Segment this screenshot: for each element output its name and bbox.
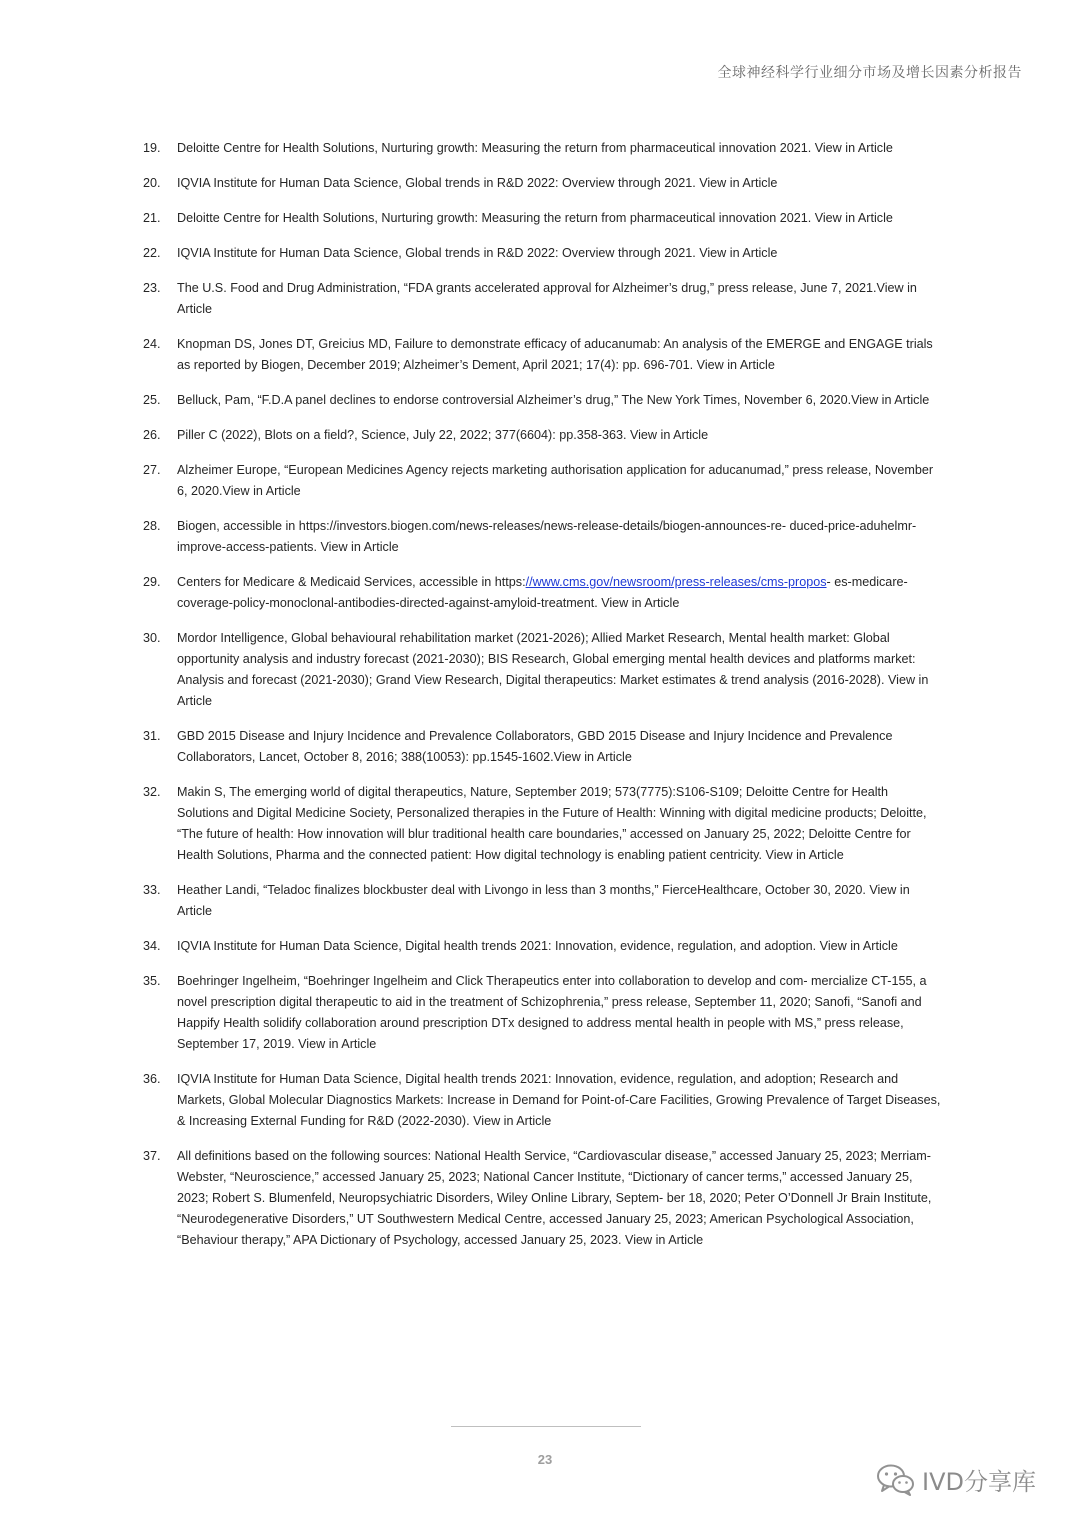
reference-number: 19. — [143, 141, 161, 155]
reference-number: 25. — [143, 393, 161, 407]
reference-text: Deloitte Centre for Health Solutions, Nurturing growth: Measuring the return from pharmaceutical innovation 2021. View in Article — [177, 141, 893, 155]
page-header-title: 全球神经科学行业细分市场及增长因素分析报告 — [717, 65, 1022, 81]
reference-number: 35. — [143, 974, 161, 988]
watermark-label: IVD分享库 — [922, 1468, 1036, 1496]
reference-text: Mordor Intelligence, Global behavioural rehabilitation market (2021-2026); Allied Market Research, Mental health market: Global opportunity analysis and industry forecast (2021-2030); BIS Research, Global emerging mental health devices and platforms market: Analysis and forecast (2021-2030); Grand View Research, Digital therapeutics: Market estimates & trend analysis (2016-2028). View in Article — [177, 631, 929, 708]
reference-text: IQVIA Institute for Human Data Science, Digital health trends 2021: Innovation, evidence, regulation, and adoption; Research and Markets, Global Molecular Diagnostics Markets: Increase in Demand for Point-of-Care Facilities, Growing Prevalence of Target Diseases, & Increasing External Funding for R&D (2022-2030). View in Article — [177, 1072, 941, 1128]
reference-number: 21. — [143, 211, 161, 225]
reference-number: 27. — [143, 463, 161, 477]
reference-list — [143, 138, 943, 1265]
reference-item — [143, 1069, 943, 1132]
reference-text-after-link: - es-medicare-coverage-policy-monoclonal-antibodies-directed-against-amyloid-treatment. View in Article — [177, 575, 908, 610]
reference-number: 20. — [143, 176, 161, 190]
reference-number: 28. — [143, 519, 161, 533]
reference-text: IQVIA Institute for Human Data Science, Global trends in R&D 2022: Overview through 2021. View in Article — [177, 246, 778, 260]
reference-item — [143, 243, 943, 264]
reference-text: IQVIA Institute for Human Data Science, Digital health trends 2021: Innovation, evidence, regulation, and adoption. View in Article — [177, 939, 898, 953]
reference-item — [143, 936, 943, 957]
reference-item — [143, 782, 943, 866]
reference-item — [143, 278, 943, 320]
reference-item — [143, 208, 943, 229]
reference-text: Piller C (2022), Blots on a field?, Science, July 22, 2022; 377(6604): pp.358-363. View in Article — [177, 428, 709, 442]
reference-item — [143, 460, 943, 502]
reference-number: 37. — [143, 1149, 161, 1163]
footer-divider — [451, 1426, 641, 1427]
reference-text: The U.S. Food and Drug Administration, “FDA grants accelerated approval for Alzheimer’s drug,” press release, June 7, 2021.View in Article — [177, 281, 917, 316]
reference-number: 34. — [143, 939, 161, 953]
reference-number: 22. — [143, 246, 161, 260]
reference-number: 29. — [143, 575, 161, 589]
reference-text: All definitions based on the following sources: National Health Service, “Cardiovascular disease,” accessed January 25, 2023; Merriam-Webster, “Neuroscience,” accessed January 25, 2023; National Cancer Institute, “Dictionary of cancer terms,” accessed January 25, 2023; Robert S. Blumenfeld, Neuropsychiatric Disorders, Wiley Online Library, Septem- ber 18, 2020; Peter O’Donnell Jr Brain Institute, “Neurodegenerative Disorders,” UT Southwestern Medical Centre, accessed January 25, 2023; American Psychological Association, “Behaviour therapy,” APA Dictionary of Psychology, accessed January 25, 2023. View in Article — [177, 1149, 932, 1247]
reference-text: Heather Landi, “Teladoc finalizes blockbuster deal with Livongo in less than 3 months,” FierceHealthcare, October 30, 2020. View in Article — [177, 883, 910, 918]
reference-number: 24. — [143, 337, 161, 351]
reference-number: 26. — [143, 428, 161, 442]
reference-text: Makin S, The emerging world of digital therapeutics, Nature, September 2019; 573(7775):S106-S109; Deloitte Centre for Health Solutions and Digital Medicine Society, Personalized therapies in the Future of Health: Winning with digital medicine products; Deloitte, “The future of health: How innovation will blur traditional health care boundaries,” accessed on January 25, 2022; Deloitte Centre for Health Solutions, Pharma and the connected patient: How digital technology is enabling patient centricity. View in Article — [177, 785, 927, 862]
reference-text: GBD 2015 Disease and Injury Incidence and Prevalence Collaborators, GBD 2015 Disease and Injury Incidence and Prevalence Collaborators, Lancet, October 8, 2016; 388(10053): pp.1545-1602.View in Article — [177, 729, 893, 764]
page-number: 23 — [537, 1452, 553, 1467]
reference-number: 36. — [143, 1072, 161, 1086]
reference-item — [143, 628, 943, 712]
reference-number: 31. — [143, 729, 161, 743]
reference-item — [143, 726, 943, 768]
reference-number: 33. — [143, 883, 161, 897]
reference-text: Knopman DS, Jones DT, Greicius MD, Failure to demonstrate efficacy of aducanumab: An analysis of the EMERGE and ENGAGE trials as reported by Biogen, December 2019; Alzheimer’s Dement, April 2021; 17(4): pp. 696-701. View in Article — [177, 337, 933, 372]
reference-item — [143, 1146, 943, 1251]
cms-newsroom-link[interactable]: //www.cms.gov/newsroom/press-releases/cms-propos — [525, 575, 827, 589]
reference-item — [143, 173, 943, 194]
reference-text: Boehringer Ingelheim, “Boehringer Ingelheim and Click Therapeutics enter into collaboration to develop and com- mercialize CT-155, a novel prescription digital therapeutic to aid in the treatment of Schizophrenia,” press release, September 11, 2020; Sanofi, “Sanofi and Happify Health solidify collaboration around prescription DTx designed to address mental health in people with MS,” press release, September 17, 2019. View in Article — [177, 974, 927, 1051]
reference-item — [143, 572, 943, 614]
reference-text: Biogen, accessible in https://investors.biogen.com/news-releases/news-release-details/biogen-announces-re- duced-price-aduhelmr-improve-access-patients. View in Article — [177, 519, 917, 554]
reference-number: 30. — [143, 631, 161, 645]
reference-number: 32. — [143, 785, 161, 799]
reference-text: Belluck, Pam, “F.D.A panel declines to endorse controversial Alzheimer’s drug,” The New York Times, November 6, 2020.View in Article — [177, 393, 930, 407]
watermark — [876, 1462, 1036, 1497]
reference-text — [177, 575, 908, 610]
reference-item — [143, 425, 943, 446]
reference-text: IQVIA Institute for Human Data Science, Global trends in R&D 2022: Overview through 2021. View in Article — [177, 176, 778, 190]
reference-text: Deloitte Centre for Health Solutions, Nurturing growth: Measuring the return from pharmaceutical innovation 2021. View in Article — [177, 211, 893, 225]
reference-item — [143, 390, 943, 411]
reference-text: Alzheimer Europe, “European Medicines Agency rejects marketing authorisation application for aducanumad,” press release, November 6, 2020.View in Article — [177, 463, 934, 498]
reference-number: 23. — [143, 281, 161, 295]
reference-item — [143, 971, 943, 1055]
reference-text-before-link: Centers for Medicare & Medicaid Services, accessible in https: — [177, 575, 526, 589]
reference-item — [143, 138, 943, 159]
wechat-icon — [876, 1463, 916, 1497]
reference-item — [143, 880, 943, 922]
reference-item — [143, 334, 943, 376]
reference-item — [143, 516, 943, 558]
